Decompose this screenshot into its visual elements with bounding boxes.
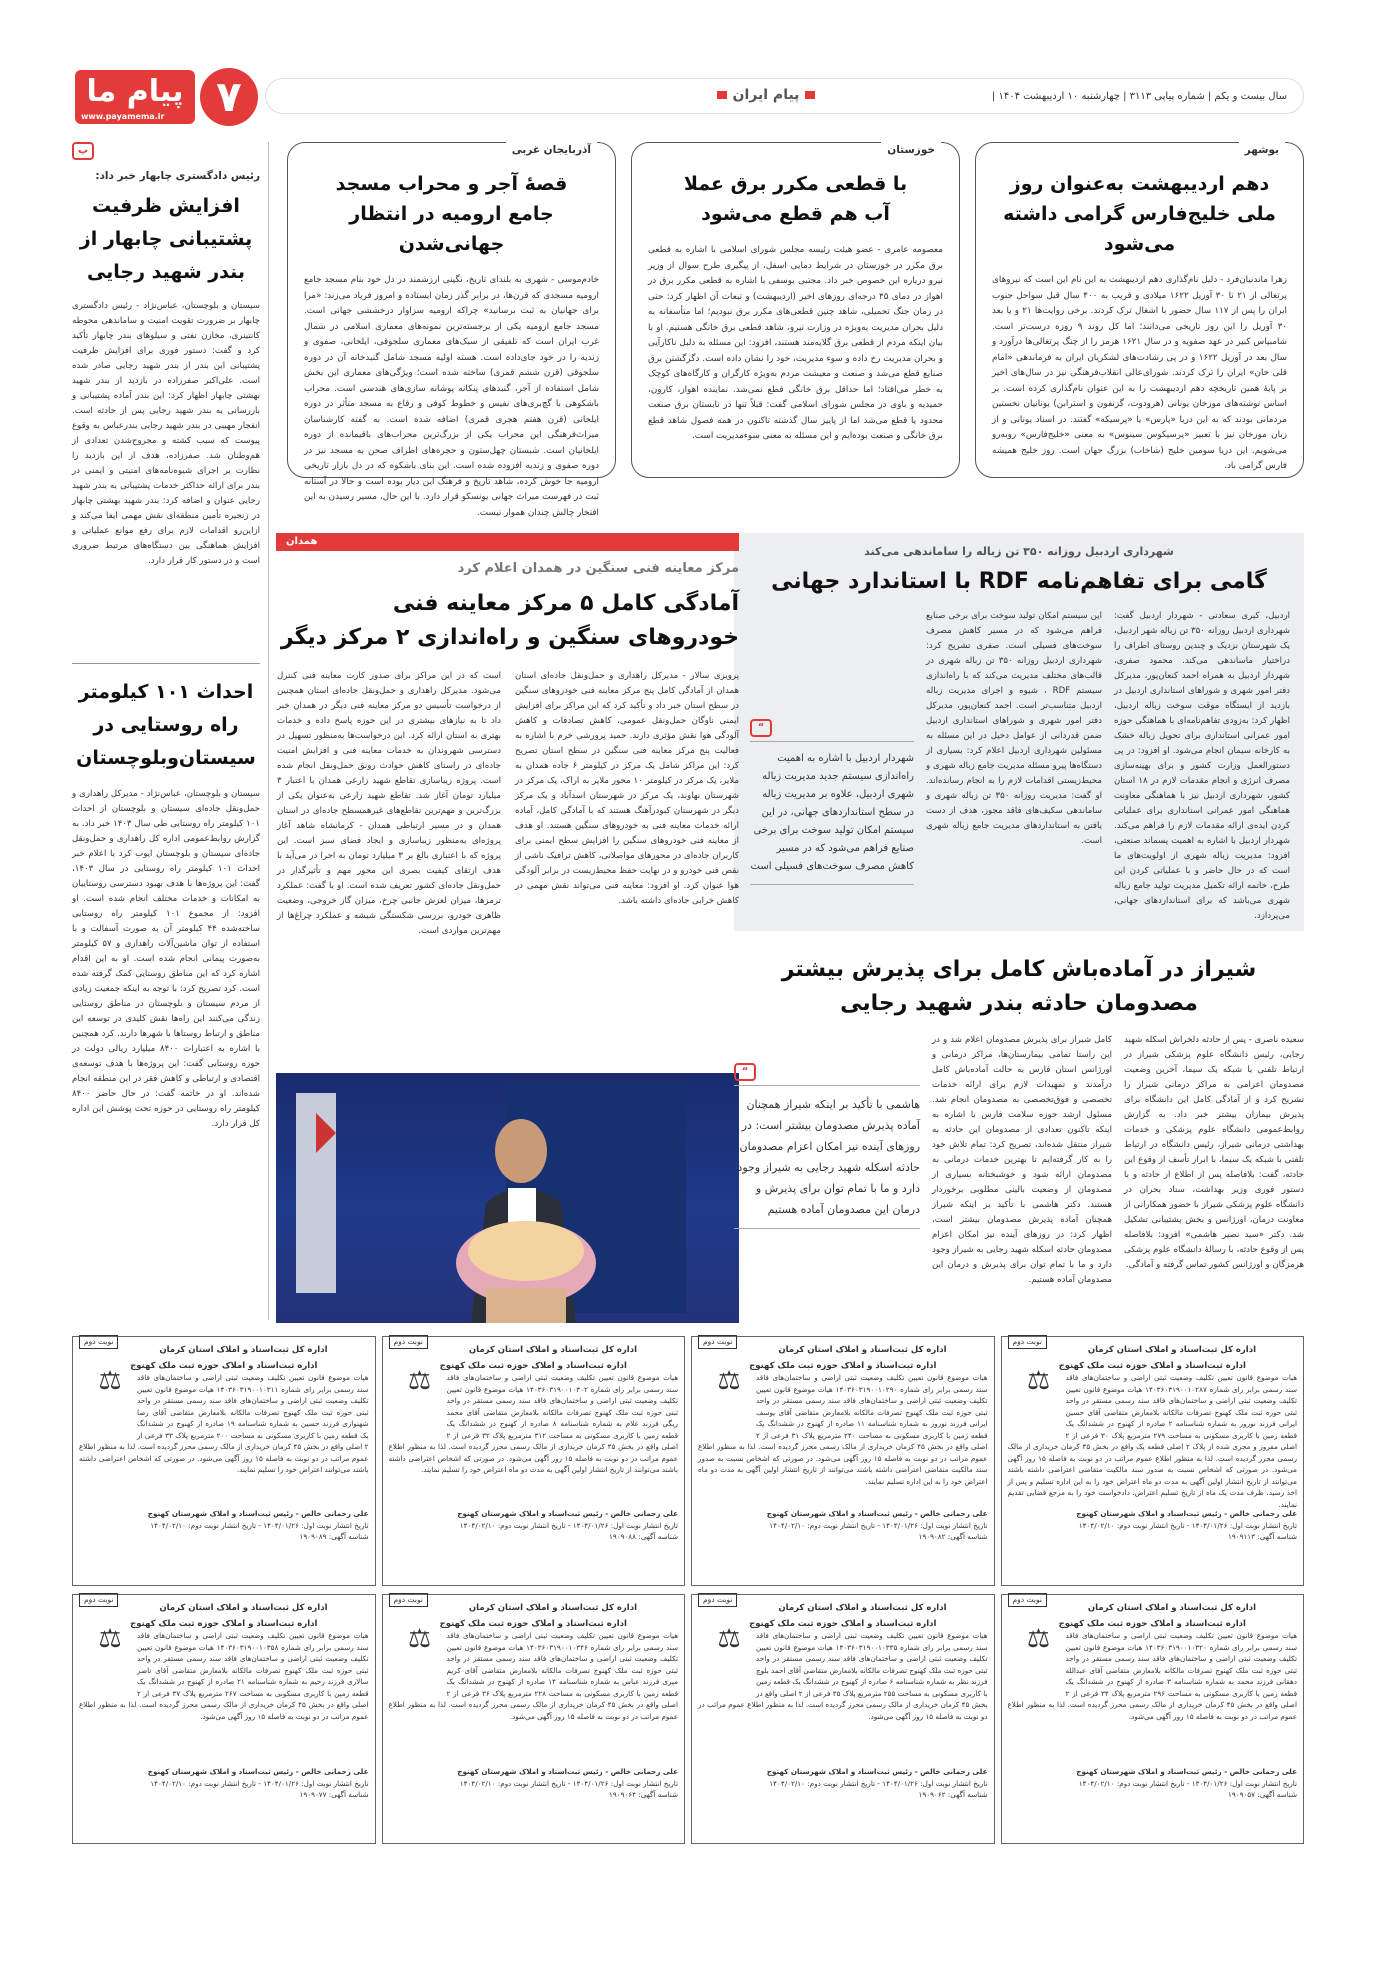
article-card-khuzestan — [631, 142, 960, 478]
card-tag: آذربایجان غربی — [506, 142, 597, 158]
rdf-title: گامی برای تفاهم‌نامه RDF با استاندارد جهانی — [771, 569, 1267, 595]
shiraz-quote: هاشمی با تأکید بر اینکه شیراز همچنان آماده پذیرش مصدومان بیشتر است: در روزهای آینده نیز امکان اعزام مصدومان حادثه اسکله شهید رجایی به شیراز وجود دارد و ما با تمام توان برای پذیرش و درمان این مصدومان آماده هستیم — [734, 1085, 920, 1229]
ads-row-2 — [72, 1594, 1304, 1844]
ad-body: هیات موضوع قانون تعیین تکلیف وضعیت ثبتی اراضی و ساختمان‌های فاقد سند رسمی برابر رای شماره ۱۴۰۳۶۰۳۱۹۰۰۱۰۳۳۵ هیات موضوع قانون تعیین تکلیف وضعیت ثبتی اراضی و ساختمان‌های فاقد سند رسمی مستقر در واحد ثبتی حوزه ثبت ملک کهنوج تصرفات مالکانه بلامعارض متقاضی آقای احمد بلوچ فرزند نظر به شماره شناسنامه ۶ صادره از کهنوج در ششدانگ یک قطعه زمین با کاربری مسکونی به مساحت ۲۵۵ مترمربع پلاک ۳۵ فرعی از ۲ اصلی واقع در بخش ۴۵ کرمان خریداری از مالک رسمی محرز گردیده است. لذا به منظور اطلاع عموم مراتب در دو نوبت به فاصله ۱۵ روز آگهی می‌شود. — [698, 1631, 988, 1721]
article-rdf — [734, 533, 1304, 931]
issue-info: سال بیست و یکم | شماره پیاپی ۳۱۱۳ | چهارشنبه ۱۰ اردیبهشت ۱۴۰۴ | — [991, 91, 1287, 102]
legal-ad — [72, 1336, 376, 1586]
ad-body: هیات موضوع قانون تعیین تکلیف وضعیت ثبتی اراضی و ساختمان‌های فاقد سند رسمی برابر رای شماره ۱۴۰۳۶۰۳۱۹۰۰۱۰۳۰۲ هیات موضوع قانون تعیین تکلیف وضعیت ثبتی اراضی و ساختمان‌های فاقد سند رسمی مستقر در واحد ثبتی حوزه ثبت ملک کهنوج تصرفات مالکانه بلامعارض متقاضی آقای محمد ریگی فرزند غلام به شماره شناسنامه ۸ صادره از کهنوج در ششدانگ یک قطعه زمین با کاربری مسکونی به مساحت ۳۱۲ مترمربع پلاک ۳۲ فرعی از ۲ اصلی واقع در بخش ۴۵ کرمان خریداری از مالک رسمی محرز گردیده است. لذا به منظور اطلاع عموم مراتب در دو نوبت به فاصله ۱۵ روز آگهی می‌شود. در صورتی که اشخاص اعتراضی داشته باشند می‌توانند از تاریخ انتشار اولین آگهی به مدت دو ماه اعتراض خود را تسلیم نمایند. — [388, 1373, 679, 1474]
ad-dates: تاریخ انتشار نوبت اول: ۱۴۰۴/۰۱/۲۶ - تاریخ انتشار نوبت دوم: ۱۴۰۴/۰۲/۱۰ — [769, 1520, 988, 1530]
emblem-icon: ⚖ — [407, 1366, 432, 1396]
hamedan-col-1: پرویزی سالار - مدیرکل راهداری و حمل‌ونقل جاده‌ای استان همدان از آمادگی کامل پنج مرکز معاینه فنی خودروهای سنگین در سطح استان خبر داد و تأکید کرد که این مراکز برای افزایش ایمنی ناوگان حمل‌ونقل عمومی، کاهش تصادفات و کاهش آلودگی هوا نقش مؤثری دارند. حمید پرورشی خرم با اشاره به فعالیت پنج مرکز معاینه فنی سنگین در سطح استان تصریح کرد: این مراکز شامل یک مرکز در کیلومتر ۶ جاده همدان به ملایر، یک مرکز در کیلومتر ۱۰ محور ملایر به اراک، یک مرکز در شهرستان نهاوند، یک مرکز در شهرستان اسدآباد و یک مرکز دیگر در شهرستان کبودرآهنگ هستند که با آمادگی کامل، آماده ارائه خدمات معاینه فنی به خودروهای سنگین هستند. او هدف از معاینه فنی خودروهای سنگین را افزایش سطح ایمنی برای کاربران جاده‌ای در محورهای مواصلاتی، کاهش ترافیک ناشی از نقص فنی خودرو و در نهایت حفظ محیط‌زیست در برابر آلودگی هوا عنوان کرد. او افزود: معاینه فنی می‌تواند نقش مهمی در کاهش خرابی جاده‌ای داشته باشد. — [515, 671, 739, 907]
divider — [72, 663, 260, 664]
newspaper-logo[interactable] — [75, 70, 195, 124]
rdf-quote: شهردار اردبیل با اشاره به اهمیت راه‌اندازی سیستم جدید مدیریت زباله شهری اردبیل، علاوه بر مدیریت زباله در سطح استانداردهای جهانی، در این سیستم امکان تولید سوخت برای برخی صنایع فراهم می‌شود که در مسیر کاهش مصرف سوخت‌های فسیلی است — [750, 741, 914, 885]
ad-signature: علی رحمانی خالص - رئیس ثبت‌اسناد و املاک شهرستان کهنوج — [457, 1767, 678, 1776]
ad-body: هیات موضوع قانون تعیین تکلیف وضعیت ثبتی اراضی و ساختمان‌های فاقد سند رسمی برابر رای شماره ۱۴۰۳۶۰۳۱۹۰۰۱۰۲۸۷ هیات موضوع قانون تعیین تکلیف وضعیت ثبتی اراضی و ساختمان‌های فاقد سند رسمی مستقر در واحد ثبتی حوزه ثبت ملک کهنوج تصرفات مالکانه بلامعارض متقاضی آقای حسین ایرانی فرزند نوروز به شماره شناسنامه ۲ صادره از کهنوج در ششدانگ یک قطعه زمین با کاربری مسکونی به مساحت ۲۷۹ مترمربع پلاک ۳۰ فرعی از ۲ اصلی مفروز و مجزی شده از پلاک ۲ اصلی قطعه یک واقع در بخش ۴۵ کرمان خریداری از مالک رسمی محرز گردیده است. لذا به منظور اطلاع عموم مراتب در دو نوبت به فاصله ۱۵ روز آگهی می‌شود. در صورتی که اشخاص نسبت به صدور سند مالکیت متقاضی اعتراضی داشته باشند می‌توانند از تاریخ انتشار اولین آگهی به مدت دو ماه اعتراض خود را به این اداره تسلیم و پس از اخذ رسید، ظرف مدت یک ماه از تاریخ تسلیم اعتراض، دادخواست خود را به مرجع قضایی تقدیم نمایند. — [1007, 1373, 1298, 1509]
card-body: معصومه عامری - عضو هیئت رئیسه مجلس شورای اسلامی با اشاره به قطعی برق مکرر در خوزستان در شرایط دمایی اسفل، از پیگیری طرح سوال از وزیر نیرو درباره این خصوص خبر داد. مجتبی یوسفی با اشاره به قطعی مکرر برق در اهواز در دمای ۴۵ درجه‌ای روزهای اخیر (اردیبهشت) و تبعات آن اظهار کرد: حتی در زمان جنگ تحمیلی، شاهد چنین قطعی‌های مکرر برق نبودیم؛ اما متأسفانه به دلیل بحران مدیریت به‌ویژه در وزارت نیرو، شاهد قطعی برق خانگی هستیم. او با بیان اینکه مردم از قطعی برق گلایه‌مند هستند، افزود: این مسئله به دلیل ناکارآیی و بحران مدیریت رخ داده و سوء مدیریت، خود را نشان داده است. دگرگشتن برق صنایع قطع می‌شد و صنعت و معیشت مردم به‌ویژه کارگران و کارگاه‌های کوچک به خطر می‌افتاد؛ اما حداقل برق خانگی قطع نمی‌شد. نماینده اهواز، کارون، حمیدیه و باوی در مجلس شورای اسلامی گفت: قبلاً تنها در تابستان برق صنعت محدود یا قطع می‌شد اما از پاییز سال گذشته تاکنون در همه فصول شاهد قطع برق خانگی و صنعت بوده‌ایم و این مسئله به معنی سوءمدیریت است. — [648, 245, 943, 441]
ad-dates: تاریخ انتشار نوبت اول: ۱۴۰۴/۰۱/۲۶ - تاریخ انتشار نوبت دوم: ۱۴۰۴/۰۲/۱۰ — [150, 1778, 369, 1788]
page-number: ۷ — [200, 68, 258, 126]
ad-signature: علی رحمانی خالص - رئیس ثبت‌اسناد و املاک شهرستان کهنوج — [1076, 1509, 1297, 1518]
emblem-icon: ⚖ — [717, 1366, 741, 1396]
ad-badge: نوبت دوم — [79, 1593, 118, 1607]
ad-unit: اداره ثبت‌اسناد و املاک حوزه ثبت ملک کهنوج — [1058, 1360, 1246, 1371]
ad-unit: اداره ثبت‌اسناد و املاک حوزه ثبت ملک کهنوج — [439, 1360, 627, 1371]
speaker-illustration — [276, 1073, 739, 1323]
hamedan-kicker: همدان — [276, 533, 739, 551]
ad-badge: نوبت دوم — [698, 1593, 737, 1607]
quote-icon: “ — [734, 1063, 756, 1081]
ads-row-1 — [72, 1336, 1304, 1586]
ad-unit: اداره ثبت‌اسناد و املاک حوزه ثبت ملک کهنوج — [1058, 1618, 1246, 1629]
shiraz-col-2: کامل شیراز برای پذیرش مصدومان اعلام شد و در این راستا تمامی بیمارستان‌ها، مراکز درمانی و اورژانس استان فارس به حالت آماده‌باش کامل درآمدند و تمهیدات لازم برای ارائه خدمات تخصصی و فوق‌تخصصی به مصدومان انجام شد. مسئول ارشد حوزه سلامت فارس با اشاره به اینکه تاکنون تعدادی از مصدومان این حادثه به شیراز منتقل شده‌اند، تصریح کرد: تمام تلاش خود را به کار گرفته‌ایم تا بهترین خدمات درمانی به مصدومان ارائه شود و خوشبختانه بسیاری از مصدومان از وضعیت بالینی مطلوبی برخوردار هستند. دکتر هاشمی با تأکید بر اینکه شیراز همچنان آماده پذیرش مصدومان بیشتر است، اظهار کرد: در روزهای آینده نیز امکان اعزام مصدومان حادثه اسکله شهید رجایی به شیراز وجود دارد و ما با تمام توان برای پذیرش و درمان این مصدومان آماده هستیم. — [932, 1035, 1112, 1285]
card-title: قصهٔ آجر و محراب مسجد جامع ارومیه در انتظار جهانی‌شدن — [335, 173, 568, 255]
legal-ad — [691, 1594, 995, 1844]
ad-office: اداره کل ثبت‌اسناد و املاک استان کرمان — [778, 1345, 947, 1355]
page-header — [75, 70, 1304, 124]
quote-icon: “ — [750, 719, 772, 737]
article-card-west-azarbaijan — [287, 142, 616, 518]
emblem-icon: ⚖ — [1026, 1366, 1051, 1396]
ad-signature: علی رحمانی خالص - رئیس ثبت‌اسناد و املاک شهرستان کهنوج — [766, 1509, 988, 1518]
legal-ad — [382, 1594, 686, 1844]
ad-id: شناسه آگهی: ۱۹۰۹۰۶۴ — [608, 1790, 678, 1799]
ad-unit: اداره ثبت‌اسناد و املاک حوزه ثبت ملک کهنوج — [130, 1618, 318, 1629]
ad-badge: نوبت دوم — [389, 1335, 428, 1349]
left-column — [72, 142, 260, 1267]
ad-body: هیات موضوع قانون تعیین تکلیف وضعیت ثبتی اراضی و ساختمان‌های فاقد سند رسمی برابر رای شماره ۱۴۰۳۶۰۳۱۹۰۰۱۰۳۲۰ هیات موضوع قانون تعیین تکلیف وضعیت ثبتی اراضی و ساختمان‌های فاقد سند رسمی مستقر در واحد ثبتی حوزه ثبت ملک کهنوج تصرفات مالکانه بلامعارض متقاضی آقای عبدالله دهقانی فرزند محمد به شماره شناسنامه ۳ صادره از کهنوج در ششدانگ یک قطعه زمین با کاربری مسکونی به مساحت ۲۹۶ مترمربع پلاک ۳۴ فرعی از ۲ اصلی واقع در بخش ۴۵ کرمان خریداری از مالک رسمی محرز گردیده است. لذا به منظور اطلاع عموم مراتب در دو نوبت به فاصله ۱۵ روز آگهی می‌شود. — [1007, 1631, 1298, 1721]
ad-badge: نوبت دوم — [1008, 1593, 1047, 1607]
ad-office: اداره کل ثبت‌اسناد و املاک استان کرمان — [159, 1603, 328, 1613]
ad-unit: اداره ثبت‌اسناد و املاک حوزه ثبت ملک کهنوج — [130, 1360, 318, 1371]
ad-signature: علی رحمانی خالص - رئیس ثبت‌اسناد و املاک شهرستان کهنوج — [766, 1767, 988, 1776]
ad-badge: نوبت دوم — [1008, 1335, 1047, 1349]
emblem-icon: ⚖ — [98, 1366, 122, 1396]
ad-unit: اداره ثبت‌اسناد و املاک حوزه ثبت ملک کهنوج — [439, 1618, 627, 1629]
legal-ad — [382, 1336, 686, 1586]
ad-id: شناسه آگهی: ۱۹۰۹۱۱۳ — [1227, 1532, 1297, 1541]
left-article-2-body: سیستان و بلوچستان، عباس‌نژاد - مدیرکل راهداری و حمل‌ونقل جاده‌ای سیستان و بلوچستان از احداث ۱۰۱ کیلومتر راه روستایی طی سال ۱۴۰۳ خبر داد. به گزارش روابط‌عمومی اداره کل راهداری و حمل‌ونقل جاده‌ای سیستان و بلوچستان ایوب کرد با اعلام خبر احداث ۱۰۱ کیلومتر راه روستایی در سال ۱۴۰۳، گفت: این پروژه‌ها با هدف بهبود دسترسی روستاییان به امکانات و خدمات مختلف انجام شده است. او افزود: از مجموع ۱۰۱ کیلومتر راه روستایی ساخته‌شده ۴۴ کیلومتر آن به صورت آسفالت و با استفاده از توان ماشین‌آلات راهداری و ۵۷ کیلومتر به‌صورت پیمانی انجام شده است. او به این اقدام اشاره کرد که این مناطق روستایی کمک گرفته شده است. کرد تصریح کرد: با توجه به اینکه جمعیت زیادی از مردم سیستان و بلوچستان در مناطق روستایی زندگی می‌کنند این راه‌ها نقش کلیدی در توسعه این مناطق و ارتباط روستاها با شهرها دارند. کرد همچنین با اشاره به اعتبارات ۸۴۰۰ میلیارد ریالی دولت در حوزه روستایی گفت: این پروژه‌ها با هدف توسعه‌ی اقتصادی و ارتباطی و کاهش فقر در این منطقه انجام شده‌اند. او در خاتمه گفت: در حال حاضر ۸۴۰۰ کیلومتر راه روستایی در حوزه تحت پوشش این اداره کل قرار دارد. — [72, 789, 261, 1130]
emblem-icon: ⚖ — [1026, 1624, 1051, 1654]
ad-id: شناسه آگهی: ۱۹۰۹۰۵۷ — [1227, 1790, 1297, 1799]
ad-badge: نوبت دوم — [698, 1335, 737, 1349]
ad-id: شناسه آگهی: ۱۹۰۹۰۸۸ — [608, 1532, 678, 1541]
emblem-icon: ⚖ — [407, 1624, 432, 1654]
rdf-quote-wrap — [750, 609, 914, 927]
ad-id: شناسه آگهی: ۱۹۰۹۰۸۹ — [299, 1532, 369, 1541]
section-name: پیام ایران — [666, 85, 866, 107]
card-tag: بوشهر — [1239, 142, 1285, 158]
left-article-1-title: افزایش ظرفیت پشتیبانی چابهار از بندر شهید رجایی — [79, 195, 253, 284]
rdf-col-1: اردبیل، کبری سعادتی - شهردار اردبیل گفت: شهرداری اردبیل روزانه ۳۵۰ تن زباله شهر اردبیل، یک شهرستان نزدیک و چندین روستای اطراف را دراختیار ماساندهی می‌کند. محمود صفری، شهردار اردبیل به همراه احمد کنعان‌پور، مدیرکل دفتر امور شهری و شوراهای استانداری اردبیل در بازدید از ایستگاه موقت سوخت زباله اردبیل، اظهار کرد: به‌زودی تفاهم‌نامه‌ای با هماهنگی حوزه امور عمرانی استانداری برای تحویل زباله خشک به کارخانه سیمان انجام می‌شود. او افزود: در پی دستورالعمل وزارت کشور و برای بهینه‌سازی مصرف انرژی و انجام مقدمات لازم در ۱۸ استان کشور، شهرداری اردبیل نیز با هماهنگی معاونت هماهنگی امور عمرانی استانداری برای عملیاتی کردن ایده‌ی ارائه مقدمات لازم را فراهم می‌کند. شهردار اردبیل با اشاره به اهمیت پسماند صنعتی، افزود: مدیریت زباله شهری از اولویت‌های ما است که در حال حاضر و با عملیاتی کردن این طرح، خاتمه ارائه تکمیل مدیریت تولید جامع زباله شهری می‌باشد که برای استانداردهای جهانی، می‌پردازد. — [1114, 611, 1291, 922]
hamedan-subtitle: مرکز معاینه فنی سنگین در همدان اعلام کرد — [457, 561, 739, 576]
ad-unit: اداره ثبت‌اسناد و املاک حوزه ثبت ملک کهنوج — [749, 1618, 937, 1629]
left-article-1-body: سیستان و بلوچستان، عباس‌نژاد - رئیس دادگستری چابهار بر ضرورت تقویت امنیت و ساماندهی محوطه کانتینری، مخازن نفتی و سیلوهای بندر چابهار تأکید کرد و گفت: دستور فوری برای افزایش ظرفیت پشتیبانی این بندر از بندر شهید رجایی صادر شده است. علی‌اکبر صفرزاده در بازدید از بندر شهید بهشتی چابهار اظهار کرد: این بندر آماده پشتیبانی و باررسانی به بندر شهید رجایی پس از حادثه است. انفجار مهیبی در بندر شهید رجایی بندرعباس به وقوع پیوست که سبب کشته و مجروح‌شدن تعدادی از هم‌وطنان شد. صفرزاده، هدف از این بازدید را نظارت بر اجرای شیوه‌نامه‌های امنیتی و ایمنی در بندر برای ارائه حداکثر خدمات پشتیبانی به بندر شهید رجایی عنوان و اضافه کرد: بندر شهید بهشتی چابهار در زنجیره تأمین منطقه‌ای نقش مهمی ایفا می‌کند و ازاین‌رو اقدامات لازم برای رفع موانع عملیاتی و افزایش هماهنگی بین دستگاه‌های مرتبط ضروری است و در دستور کار قرار دارد. — [72, 301, 260, 567]
left-article-1-subtitle: رئیس دادگستری چابهار خبر داد: — [95, 170, 260, 182]
ad-body: هیات موضوع قانون تعیین تکلیف وضعیت ثبتی اراضی و ساختمان‌های فاقد سند رسمی برابر رای شماره ۱۴۰۳۶۰۳۱۹۰۰۱۰۳۴۶ هیات موضوع قانون تعیین تکلیف وضعیت ثبتی اراضی و ساختمان‌های فاقد سند رسمی مستقر در واحد ثبتی حوزه ثبت ملک کهنوج تصرفات مالکانه بلامعارض متقاضی آقای کریم میری فرزند عباس به شماره شناسنامه ۱۴ صادره از کهنوج در ششدانگ یک قطعه زمین با کاربری مسکونی به مساحت ۲۲۸ مترمربع پلاک ۳۶ فرعی از ۲ اصلی واقع در بخش ۴۵ کرمان خریداری از مالک رسمی محرز گردیده است. لذا به منظور اطلاع عموم مراتب در دو نوبت به فاصله ۱۵ روز آگهی می‌شود. — [388, 1631, 679, 1721]
ad-office: اداره کل ثبت‌اسناد و املاک استان کرمان — [778, 1603, 947, 1613]
left-article-2-title: احداث ۱۰۱ کیلومتر راه روستایی در سیستان‌وبلوچستان — [76, 681, 256, 770]
article-card-bushehr — [975, 142, 1304, 478]
brand-logo-icon: پ — [72, 142, 94, 160]
legal-ad — [1001, 1594, 1305, 1844]
ad-signature: علی رحمانی خالص - رئیس ثبت‌اسناد و املاک شهرستان کهنوج — [147, 1509, 369, 1518]
ad-office: اداره کل ثبت‌اسناد و املاک استان کرمان — [159, 1345, 328, 1355]
card-title: دهم اردیبهشت به‌عنوان روز ملی خلیج‌فارس گرامی داشته می‌شود — [1003, 173, 1276, 255]
card-title: با قطعی مکرر برق عملا آب هم قطع می‌شود — [683, 173, 908, 225]
ad-dates: تاریخ انتشار نوبت اول: ۱۴۰۴/۰۱/۲۶ - تاریخ انتشار نوبت دوم: ۱۴۰۴/۰۲/۱۰ — [459, 1778, 678, 1788]
shiraz-title: شیراز در آماده‌باش کامل برای پذیرش بیشتر مصدومان حادثه بندر شهید رجایی — [781, 957, 1257, 1016]
ad-office: اداره کل ثبت‌اسناد و املاک استان کرمان — [1087, 1603, 1256, 1613]
brand-mark — [72, 142, 260, 160]
hamedan-photo — [276, 1073, 739, 1323]
rdf-subtitle: شهرداری اردبیل روزانه ۳۵۰ تن زباله را ساماندهی می‌کند — [864, 545, 1174, 558]
card-tag: خوزستان — [881, 142, 941, 158]
legal-ad — [691, 1336, 995, 1586]
ad-unit: اداره ثبت‌اسناد و املاک حوزه ثبت ملک کهنوج — [749, 1360, 937, 1371]
ad-body: هیات موضوع قانون تعیین تکلیف وضعیت ثبتی اراضی و ساختمان‌های فاقد سند رسمی برابر رای شماره ۱۴۰۳۶۰۳۱۹۰۰۱۰۳۱۱ هیات موضوع قانون تعیین تکلیف وضعیت ثبتی اراضی و ساختمان‌های فاقد سند رسمی مستقر در واحد ثبتی حوزه ثبت ملک کهنوج تصرفات مالکانه بلامعارض متقاضی آقای رضا شهنوازی فرزند حسین به شماره شناسنامه ۱۹ صادره از کهنوج در ششدانگ یک قطعه زمین با کاربری مسکونی به مساحت ۲۰۰ مترمربع پلاک ۳۳ فرعی از ۲ اصلی واقع در بخش ۴۵ کرمان خریداری از مالک رسمی محرز گردیده است. لذا به منظور اطلاع عموم مراتب در دو نوبت به فاصله ۱۵ روز آگهی می‌شود. در صورتی که اشخاص اعتراضی داشته باشند می‌توانند اعتراض خود را تسلیم نمایند. — [79, 1373, 369, 1474]
article-shiraz — [734, 945, 1304, 1323]
card-body: زهرا ماندنیان‌فرد - دلیل نام‌گذاری دهم اردیبهشت به این نام این است که نیروهای پرتغالی از ۲۱ تا ۳۰ آوریل ۱۶۲۲ میلادی و قریب به ۴۰۰ سال قبل سواحل جنوب ایران را پس از ۱۱۷ سال حضور با اشغال ترک کردند. برخی روایت‌ها ۲۱ و یا بعد ۳۰ آوریل را این روز تاریخی می‌دانند؛ اما کل روند ۹ روزه درست‌تر است. شامبیاس کبیر در عهد صفویه و در سال ۱۶۲۱ هرمز را از چنگ پرتغالی‌ها درآورد و سال بعد در آوریل ۱۶۲۲ و در پی رشادت‌های لشکریان ایران به فرماندهی «امام قلی خان» ایران را ترک کردند. شورای‌عالی انقلاب‌فرهنگی نیز در سال‌های اخیر بر پایهٔ همین تاریخچه دهم اردیبهشت را به این عنوان نام‌گذاری کرده است. بر اساس نوشته‌های مورخان یونانی (هرودوت، گزنفون و استرابن) یونانیان نخستین مردمانی بودند که به این دریا «پارس» یا «پرسیکه» گفتند. در اسناد یونانی و از زبان مورخان نیز با تعبیر «پرسیکوس سینوس» به معنی «خلیج‌فارس» روبه‌رو می‌شویم. این دریا سومین خلیج (شاخاب) بزرگ جهان است. روز خلیج همیشه فارس گرامی باد. — [992, 275, 1288, 471]
emblem-icon: ⚖ — [717, 1624, 741, 1654]
column-divider — [268, 142, 269, 1320]
ad-dates: تاریخ انتشار نوبت اول: ۱۴۰۴/۰۱/۲۶ - تاریخ انتشار نوبت دوم: ۱۴۰۴/۰۲/۱۰ — [150, 1520, 369, 1530]
ad-office: اداره کل ثبت‌اسناد و املاک استان کرمان — [468, 1345, 637, 1355]
ad-id: شناسه آگهی: ۱۹۰۹۰۶۲ — [918, 1790, 988, 1799]
ad-dates: تاریخ انتشار نوبت اول: ۱۴۰۴/۰۱/۲۶ - تاریخ انتشار نوبت دوم: ۱۴۰۴/۰۲/۱۰ — [1078, 1520, 1297, 1530]
ad-dates: تاریخ انتشار نوبت اول: ۱۴۰۴/۰۱/۲۶ - تاریخ انتشار نوبت دوم: ۱۴۰۴/۰۲/۱۰ — [1078, 1778, 1297, 1788]
ad-id: شناسه آگهی: ۱۹۰۹۰۸۲ — [918, 1532, 988, 1541]
hamedan-columns — [276, 669, 739, 1037]
legal-ad — [1001, 1336, 1305, 1586]
ad-office: اداره کل ثبت‌اسناد و املاک استان کرمان — [468, 1603, 637, 1613]
logo-text: پیام ما — [86, 74, 184, 109]
shiraz-quote-wrap — [734, 1033, 920, 1313]
logo-url: www.payamema.ir — [81, 112, 165, 121]
ad-signature: علی رحمانی خالص - رئیس ثبت‌اسناد و املاک شهرستان کهنوج — [457, 1509, 678, 1518]
card-body: خادم‌موسی - شهری به بلندای تاریخ، نگینی ارزشمند در دل خود بنام مسجد جامع ارومیه مسجدی که قرن‌ها، در برابر گذر زمان ایستاده و امروز فریاد می‌زند: «مرا برای جهانیان به ثبت برسانید» چراکه ارومیه سزاوار درخششی جهانی است. مسجد جامع ارومیه یکی از برجسته‌ترین نمونه‌های معماری اسلامی در شمال غرب ایران است که تلفیقی از سبک‌های معماری سلجوقی، ایلخانی، صفوی و زندیه را در خود جای‌داده است. هسته اولیه مسجد شامل گنبدخانه آن در دوره سلجوقی (قرن ششم قمری) ساخته شده است؛ ویژگی‌های معماری این بخش شامل استفاده از آجر، گنبدهای پنکانه پوشانه سازی‌های هندسی است. محراب باشکوهی با گچ‌بری‌های نفیس و خطوط کوفی و رقاع به مسجد متأثر در دوره ایلخانی (قرن هفتم هجری قمری) اضافه شده است. به گفته کارشناسان میراث‌فرهنگی این محراب یکی از بزرگ‌ترین محراب‌های باقیمانده از دوره ایلخانیان است. شبستان چهل‌ستون و حجره‌های اطراف صحن به مسجد نیز در دوره صفوی و زندیه افزوده شده است. این بنای باشکوه که در دل بازار تاریخی ارومیه جا خوش کرده، شاهد تاریخ و فرهنگ این دیار بوده است و حالا در آستانه ثبت در فهرست میراث جهانی یونسکو قرار دارد. با این حال، مسیر رسیدن به این افتخار چالش چندان هموار نیست. — [304, 275, 599, 518]
emblem-icon: ⚖ — [98, 1624, 122, 1654]
ad-body: هیات موضوع قانون تعیین تکلیف وضعیت ثبتی اراضی و ساختمان‌های فاقد سند رسمی برابر رای شماره ۱۴۰۳۶۰۳۱۹۰۰۱۰۳۵۸ هیات موضوع قانون تعیین تکلیف وضعیت ثبتی اراضی و ساختمان‌های فاقد سند رسمی مستقر در واحد ثبتی حوزه ثبت ملک کهنوج تصرفات مالکانه بلامعارض متقاضی آقای ناصر سالاری فرزند رحیم به شماره شناسنامه ۲۱ صادره از کهنوج در ششدانگ یک قطعه زمین با کاربری مسکونی به مساحت ۲۶۷ مترمربع پلاک ۳۷ فرعی از ۲ اصلی واقع در بخش ۴۵ کرمان خریداری از مالک رسمی محرز گردیده است. لذا به منظور اطلاع عموم مراتب در دو نوبت به فاصله ۱۵ روز آگهی می‌شود. — [79, 1631, 369, 1721]
legal-ad — [72, 1594, 376, 1844]
ad-id: شناسه آگهی: ۱۹۰۹۰۷۷ — [299, 1790, 369, 1799]
ad-body: هیات موضوع قانون تعیین تکلیف وضعیت ثبتی اراضی و ساختمان‌های فاقد سند رسمی برابر رای شماره ۱۴۰۳۶۰۳۱۹۰۰۱۰۲۹۰ هیات موضوع قانون تعیین تکلیف وضعیت ثبتی اراضی و ساختمان‌های فاقد سند رسمی مستقر در واحد ثبتی حوزه ثبت ملک کهنوج تصرفات مالکانه بلامعارض متقاضی آقای یوسف ایرانی فرزند نوروز به شماره شناسنامه ۱۱ صادره از کهنوج در ششدانگ یک قطعه زمین با کاربری مسکونی به مساحت ۲۴۰ مترمربع پلاک ۳۱ فرعی از ۲ اصلی واقع در بخش ۴۵ کرمان خریداری از مالک رسمی محرز گردیده است. لذا به منظور اطلاع عموم مراتب در دو نوبت به فاصله ۱۵ روز آگهی می‌شود. در صورتی که اشخاص نسبت به صدور سند مالکیت متقاضی اعتراضی داشته باشند می‌توانند از تاریخ انتشار اولین آگهی به مدت دو ماه اعتراض خود را به این اداره تسلیم نمایند. — [698, 1373, 988, 1486]
ad-badge: نوبت دوم — [79, 1335, 118, 1349]
ad-badge: نوبت دوم — [389, 1593, 428, 1607]
ad-signature: علی رحمانی خالص - رئیس ثبت‌اسناد و املاک شهرستان کهنوج — [147, 1767, 369, 1776]
article-hamedan — [276, 533, 739, 1323]
hamedan-title: آمادگی کامل ۵ مرکز معاینه فنی خودروهای سنگین و راه‌اندازی ۲ مرکز دیگر — [280, 591, 739, 651]
ad-office: اداره کل ثبت‌اسناد و املاک استان کرمان — [1087, 1345, 1256, 1355]
shiraz-col-1: سعیده ناصری - پس از حادثه دلخراش اسکله شهید رجایی، رئیس دانشگاه علوم پزشکی شیراز در ارتباط تلفنی با شبکه یک سیما، آخرین وضعیت مصدومان اعزامی به مراکز درمانی شیراز را تشریح کرد و از آمادگی کامل این دانشگاه برای پذیرش بیماران بیشتر خبر داد. به گزارش روابط‌عمومی دانشگاه علوم پزشکی و خدمات بهداشتی درمانی شیراز، رئیس دانشگاه در ارتباط تلفنی با شبکه یک سیما، با ابراز تأسف از وقوع این حادثه، گفت: بلافاصله پس از اطلاع از حادثه و با دستور فوری وزیر بهداشت، ستاد بحران در دانشگاه علوم پزشکی شیراز با حضور همکارانی از معاونت درمان، اورژانس و بخش پشتیبانی تشکیل شد. دکتر «سید نصیر هاشمی» افزود: بلافاصله پس از وقوع حادثه، با رسالهٔ دانشگاه علوم پزشکی هرمزگان و اورژانس کشور تماس گرفته و آمادگی. — [1124, 1035, 1304, 1270]
shiraz-columns — [734, 1033, 1304, 1313]
ad-dates: تاریخ انتشار نوبت اول: ۱۴۰۴/۰۱/۲۶ - تاریخ انتشار نوبت دوم: ۱۴۰۴/۰۲/۱۰ — [459, 1520, 678, 1530]
ad-dates: تاریخ انتشار نوبت اول: ۱۴۰۴/۰۱/۲۶ - تاریخ انتشار نوبت دوم: ۱۴۰۴/۰۲/۱۰ — [769, 1778, 988, 1788]
rdf-columns — [748, 609, 1290, 927]
header-bar — [265, 78, 1304, 114]
ad-signature: علی رحمانی خالص - رئیس ثبت‌اسناد و املاک شهرستان کهنوج — [1076, 1767, 1297, 1776]
hamedan-col-2: است که در این مراکز برای صدور کارت معاینه فنی کنترل می‌شود. مدیرکل راهداری و حمل‌ونقل جاده‌ای استان همچنین از درخواست تأسیس دو مرکز معاینه فنی دیگر در همدان خبر داد تا به نیازهای بیشتری در این حوزه پاسخ داده و خدمات بهتری به استان ارائه کرد. این درخواست‌ها به‌منظور تسهیل در دسترسی شهروندان به خدمات معاینه فنی و افزایش امنیت جاده‌ای در راستای کاهش حوادث رونق حمل‌ونقل انجام شده است. پروژه زیباسازی تقاطع شهید زارعی همدان با اعتبار ۳ میلیارد تومان آغاز شد. تقاطع شهید زارعی به‌عنوان یکی از بزرگ‌ترین و مهم‌ترین تقاطع‌های غیرهمسطح جاده‌ای در استان همدان و در مسیر ارتباطی همدان - کرمانشاه شاهد آغاز پروژه‌ای به‌منظور زیباسازی و ایجاد فضای سبز است. این پروژه که با اعتباری بالغ بر ۳ میلیارد تومان به اجرا در می‌آید با هدف ارتقای کیفیت بصری این محور مهم و تأثیرگذار در حمل‌ونقل جاده‌ای کشور تعریف شده است. او با گفت: عملکرد ترمزها، میزان لغزش جانبی چرخ، میزان گاز خروجی، وضعیت ظاهری خودرو، بررسی شکستگی شیشه و عملکرد چراغ‌ها از مهم‌ترین مواردی است. — [277, 671, 501, 937]
rdf-col-2: این سیستم امکان تولید سوخت برای برخی صنایع فراهم می‌شود که در مسیر کاهش مصرف سوخت‌های فسیلی است. صفری تشریح کرد: شهرداری اردبیل روزانه ۳۵۰ تن زباله شهری در قالب‌های مختلف مدیریت می‌کند که با راه‌اندازی سیستم RDF ، شیوه و اجرای مدیریت زباله اردبیل متناسب‌تر است. احمد کنعان‌پور، مدیرکل دفتر امور شهری و شوراهای استانداری اردبیل ضمن قدردانی از عوامل دخیل در این مسئله به مسئولین شهرداری اردبیل اعلام کرد: بسیاری از دستگاه‌ها پیرو مسئله مدیریت جامع زباله شهری و محیط‌زیستی اقدامات لازم را به انجام رسانده‌اند. او گفت: مدیریت روزانه ۳۵۰ تن زباله شهری و ساماندهی سکیف‌های فاقد مجوز، هدف از دست یافتن به استانداردهای مدیریت جامع زباله شهری است. — [926, 611, 1103, 847]
